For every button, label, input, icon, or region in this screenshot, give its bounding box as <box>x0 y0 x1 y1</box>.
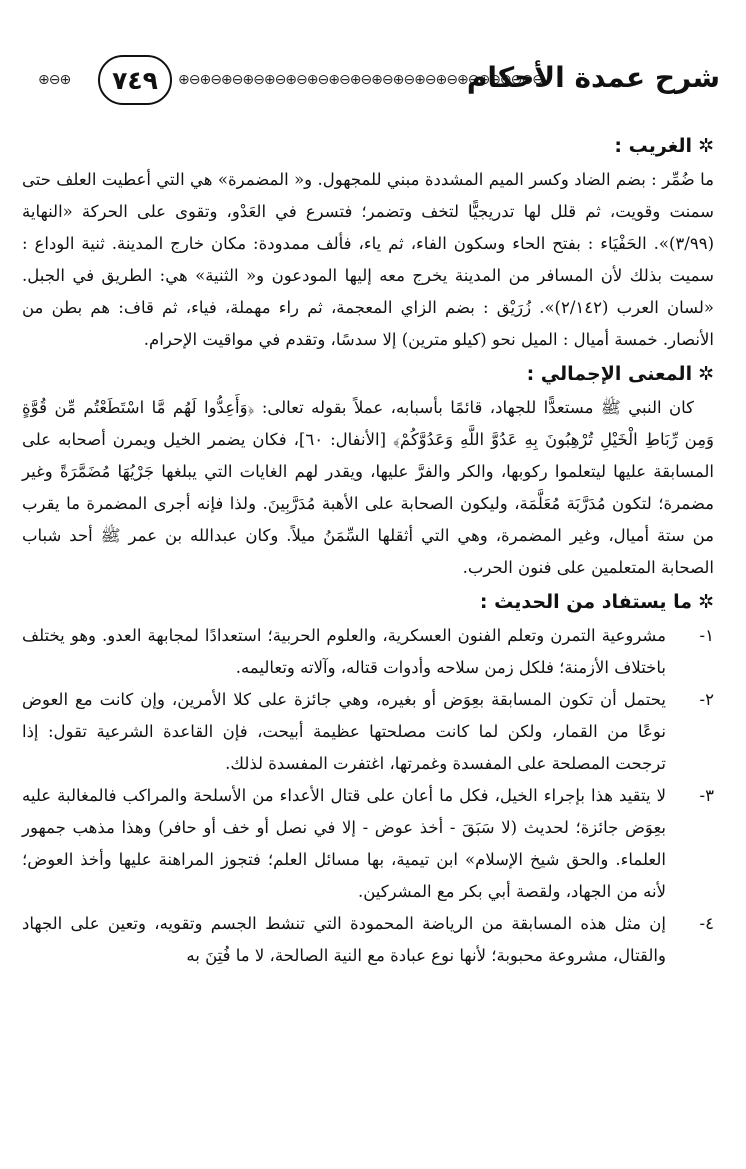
benefits-heading-text: ما يستفاد من الحديث : <box>479 591 693 613</box>
page-number: ٧٤٩ <box>112 65 158 95</box>
ijmali-paragraph: كان النبي ﷺ مستعدًّا للجهاد، قائمًا بأسبابه، عملاً بقوله تعالى: ﴿وَأَعِدُّوا لَهُم مَّا اسْتَطَعْتُم مِّن قُوَّةٍ وَمِن رِّبَاطِ الْخَيْلِ تُرْهِبُونَ بِهِ عَدُوَّ اللَّهِ وَعَدُوَّكُمْ﴾ [الأنفال: ٦٠]، فكان يضمر الخيل ويمرن أصحابه على المسابقة عليها ليتعلموا ركوبها، والكر والفرَّ عليها، ويقدر لهم الغايات التي يبلغها جَرْيُهَا مُضَمَّرَةً وغير مضمرة؛ لتكون مُدَرَّبَة مُعَلَّمَة، وليكون الصحابة على الأهبة مُدَرَّبِينَ. ولذا فإنه أجرى المضمرة ما يقرب من ستة أميال، وغير المضمرة، وهي التي أثقلها السِّمَنُ ميلاً. وكان عبدالله بن عمر ﷺ أحد شباب الصحابة المتعلمين على فنون الحرب. <box>22 398 715 577</box>
list-item-number: ٢- <box>699 690 714 709</box>
list-item-number: ٣- <box>699 786 714 805</box>
list-item-number: ٤- <box>699 914 714 933</box>
star-icon: ✲ <box>698 591 714 613</box>
page-number-frame <box>98 55 172 105</box>
list-item-text: مشروعية التمرن وتعلم الفنون العسكرية، والعلوم الحربية؛ استعدادًا لمجابهة العدو. وهو يختلف باختلاف الأزمنة؛ فلكل زمن سلاحه وأدوات قتاله، وآلاته وتعاليمه. <box>22 626 666 677</box>
star-icon: ✲ <box>698 135 714 157</box>
page-content <box>22 128 714 972</box>
star-icon: ✲ <box>698 363 714 385</box>
list-item-text: يحتمل أن تكون المسابقة بعِوَض أو بغيره، وهي جائزة على كلا الأمرين، وإن كانت مع العوض نوعًا من القمار، ولكن لما كانت مصلحتها عظيمة أبيحت، فإن القاعدة الشرعية تقول: إذا ترجحت المصلحة على المفسدة وغمرتها، اغتفرت المفسدة لذلك. <box>22 690 666 773</box>
book-title: شرح عمدة الأحكام <box>466 61 720 94</box>
ijmali-heading-text: المعنى الإجمالي : <box>526 363 693 385</box>
gharib-heading <box>22 128 714 164</box>
list-item-text: إن مثل هذه المسابقة من الرياضة المحمودة التي تنشط الجسم وتقويه، وتعين على الجهاد والقتال، مشروعة محبوبة؛ لأنها نوع عبادة مع النية الصالحة، لا ما فُتِنَ به <box>22 914 666 965</box>
list-item <box>22 620 714 684</box>
header-ornament-band: ⊕⊖⊕⊖⊕⊖⊕⊖⊕⊖⊕⊖⊕⊖⊕⊖⊕⊖⊕⊖⊕⊖⊕⊖⊕⊖⊕⊖⊕⊖⊕⊖⊕⊖ <box>178 72 543 88</box>
list-item-text: لا يتقيد هذا بإجراء الخيل، فكل ما أعان على قتال الأعداء من الأسلحة والمراكب فالمغالبة عليه بعِوَض جائزة؛ لحديث (لا سَبَقَ - أخذ عوض - إلا في نصل أو خف أو حافر) وهذا مذهب جمهور العلماء. والحق شيخ الإسلام» ابن تيمية، بها مسائل العلم؛ فتجوز المراهنة عليها وأخذ العوض؛ لأنه من الجهاد، ولقصة أبي بكر مع المشركين. <box>22 786 666 901</box>
list-item <box>22 780 714 908</box>
header-ornament-left: ⊕⊖⊕ <box>38 72 71 88</box>
gharib-paragraph: ما ضُمِّر : بضم الضاد وكسر الميم المشددة مبني للمجهول. و« المضمرة» هي التي أعطيت العلف حتى سمنت وقويت، ثم قلل لها تدريجيًّا لتخف وتضمر؛ فتسرع في العَدْو، وتقوى على الحركة «النهاية (٣/٩٩)». الحَفْيَاء : بفتح الحاء وسكون الفاء، ثم ياء، فألف ممدودة: مكان خارج المدينة. ثنية الوداع : سميت بذلك لأن المسافر من المدينة يخرج معه إليها المودعون و« الثنية» هي: الطريق في الجبل. «لسان العرب (٢/١٤٢)». زُرَيْق : بضم الزاي المعجمة، ثم راء مهملة، فياء، ثم قاف: هم بطن من الأنصار. خمسة أميال : الميل نحو (كيلو مترين) إلا سدسًا، وتقدم في مواقيت الإحرام. <box>22 170 714 349</box>
benefits-heading <box>22 584 714 620</box>
ijmali-heading <box>22 356 714 392</box>
page-header <box>30 55 720 125</box>
gharib-heading-text: الغريب : <box>614 135 693 157</box>
benefits-list <box>22 620 714 972</box>
list-item-number: ١- <box>699 626 714 645</box>
list-item <box>22 908 714 972</box>
list-item <box>22 684 714 780</box>
